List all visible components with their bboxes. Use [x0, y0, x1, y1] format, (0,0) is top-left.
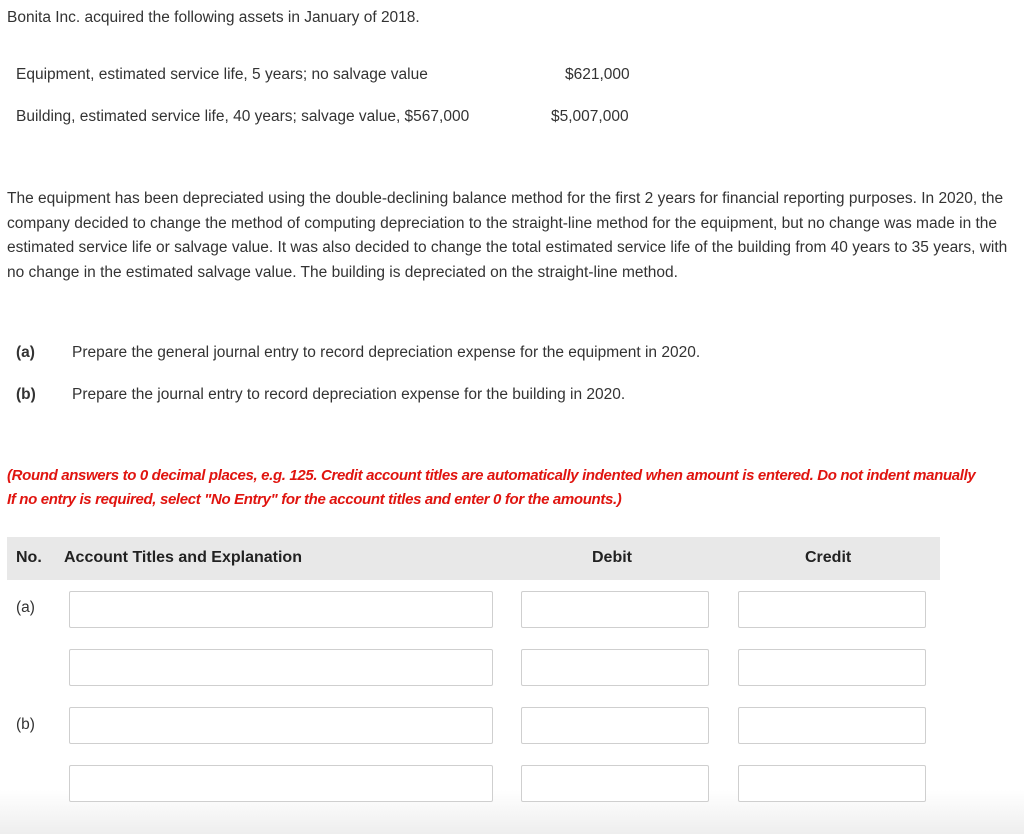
debit-input[interactable]: [521, 591, 709, 628]
question-a-text: Prepare the general journal entry to record depreciation expense for the equipment in 2020.: [72, 344, 701, 361]
intro-text: Bonita Inc. acquired the following assets in January of 2018.: [7, 9, 420, 26]
header-no: No.: [16, 549, 42, 566]
asset-equipment-description: Equipment, estimated service life, 5 years; no salvage value: [16, 66, 428, 83]
question-b-label: (b): [16, 386, 36, 403]
instructions-line-2: If no entry is required, select "No Entry" for the account titles and enter 0 for the amounts.): [7, 491, 622, 508]
question-a-label: (a): [16, 344, 35, 361]
account-title-input[interactable]: [69, 765, 493, 802]
asset-building-description: Building, estimated service life, 40 years; salvage value, $567,000: [16, 108, 470, 125]
instructions-line-1: (Round answers to 0 decimal places, e.g. 125. Credit account titles are automatically indented when amount is entered. Do not indent manually: [7, 467, 976, 484]
header-credit: Credit: [805, 549, 852, 566]
header-debit: Debit: [592, 549, 632, 566]
credit-input[interactable]: [738, 649, 926, 686]
account-title-input[interactable]: [69, 649, 493, 686]
problem-paragraph: The equipment has been depreciated using the double-declining balance method for the first 2 years for financial reporting purposes. In 2020, the company decided to change the method of computing depreciation to the straight-line method for the equipment, but no change was made in the estimated service life or salvage value. It was also decided to change the total estimated service life of the building from 40 years to 35 years, with no change in the estimated salvage value. The building is depreciated on the straight-line method.: [7, 190, 1008, 281]
asset-building-amount: $5,007,000: [551, 108, 629, 125]
account-title-input[interactable]: [69, 591, 493, 628]
credit-input[interactable]: [738, 591, 926, 628]
question-b-text: Prepare the journal entry to record depreciation expense for the building in 2020.: [72, 386, 626, 403]
account-title-input[interactable]: [69, 707, 493, 744]
credit-input[interactable]: [738, 765, 926, 802]
asset-equipment-amount: $621,000: [565, 66, 630, 83]
row-label-a: (a): [16, 599, 35, 616]
row-label-b: (b): [16, 716, 35, 733]
debit-input[interactable]: [521, 707, 709, 744]
credit-input[interactable]: [738, 707, 926, 744]
debit-input[interactable]: [521, 649, 709, 686]
debit-input[interactable]: [521, 765, 709, 802]
header-account-titles: Account Titles and Explanation: [64, 549, 302, 566]
